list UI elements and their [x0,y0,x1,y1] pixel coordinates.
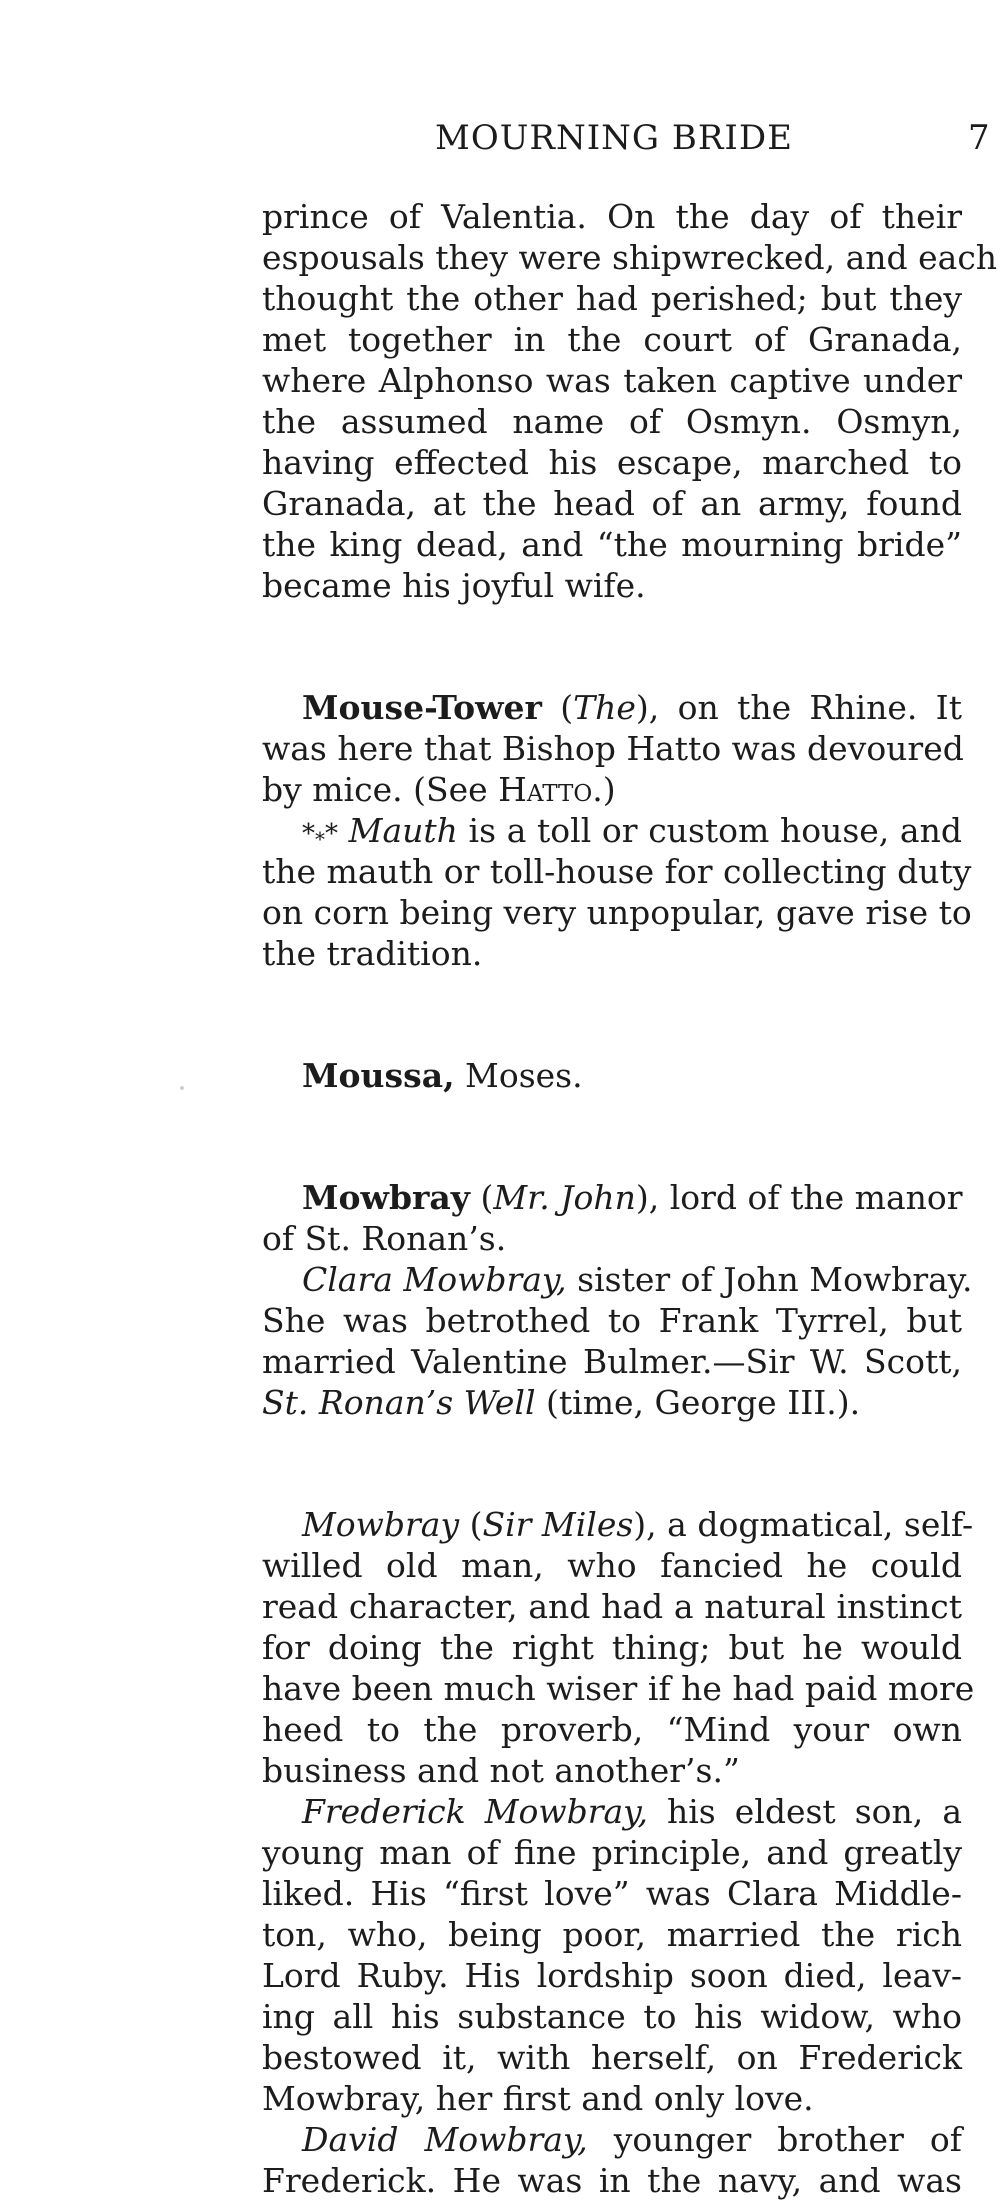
text-line: the tradition. [262,934,483,973]
text-line: Granada, at the head of an army, found [262,484,962,523]
qualifier: Mr. John [493,1178,636,1217]
text-line: of St. Ronan’s. [262,1219,507,1258]
text-line: prince of Valentia. On the day of their [262,197,962,236]
text-line: read character, and had a natural instinct [262,1587,962,1626]
text-line: Mowbray (Sir Miles), a dogmatical, self- [302,1505,974,1544]
text-line: $*_**$ Mauth is a toll or custom house, and [302,811,962,851]
text-line: married Valentine Bulmer.—Sir W. Scott, [262,1342,962,1381]
text-line: the mauth or toll-house for collecting duty [262,852,972,891]
text-line: thought the other had perished; but they [262,279,962,318]
entry-moussa [262,1055,962,1096]
text-line: on corn being very unpopular, gave rise to [262,893,972,932]
text-line: espousals they were shipwrecked, and each [262,238,998,277]
page-number: 7 [968,118,990,158]
text-line: met together in the court of Granada, [262,320,962,359]
text-line: St. Ronan’s Well (time, George III.). [262,1383,861,1422]
character-name: David Mowbray, [302,2120,588,2159]
margin-speck [180,1086,184,1090]
text-line: Mouse-Tower (The), on the Rhine. It [302,688,962,727]
text-line: Frederick Mowbray, his eldest son, a [302,1792,962,1831]
text-line: Mowbray (Mr. John), lord of the manor [302,1178,963,1217]
text-line: business and not another’s.” [262,1751,740,1790]
text-line: ing all his substance to his widow, who [262,1997,962,2036]
text-line: heed to the proverb, “Mind your own [262,1710,962,1749]
text-line: Clara Mowbray, sister of John Mowbray. [302,1260,973,1299]
entry-mourning-bride-continued [262,196,998,606]
character-name: Clara Mowbray, [302,1260,567,1299]
cross-reference: Hatto [498,770,593,809]
text-line: the assumed name of Osmyn. Osmyn, [262,402,962,441]
text-line: ton, who, being poor, married the rich [262,1915,962,1954]
text-line: was here that Bishop Hatto was devoured [262,729,964,768]
text-line: the king dead, and “the mourning bride” [262,525,962,564]
text-line: bestowed it, with herself, on Frederick [262,2038,962,2077]
qualifier: Sir Miles [482,1505,634,1544]
text-line: liked. His “first love” was Clara Middle- [262,1874,962,1913]
text-line: willed old man, who fancied he could [262,1546,962,1585]
work-title: St. Ronan’s Well [262,1383,536,1422]
text-line: have been much wiser if he had paid more [262,1669,975,1708]
page-header [0,118,1000,168]
text-line: by mice. (See Hatto.) [262,770,616,809]
headword: Moussa, [302,1056,455,1095]
text-column [262,196,998,2201]
text-line: Mowbray, her first and only love. [262,2079,814,2118]
text-line: where Alphonso was taken captive under [262,361,962,400]
entry-mowbray-miles [262,1504,975,2201]
text-line: having effected his escape, marched to [262,443,962,482]
entry-mowbray-john [262,1177,973,1423]
text-line: Lord Ruby. His lordship soon died, leav- [262,1956,962,1995]
headword: Mowbray [302,1178,470,1217]
headword: Mowbray [302,1505,460,1544]
text-line: David Mowbray, younger brother of [302,2120,962,2159]
entry-mouse-tower [262,687,972,974]
headword: Mouse-Tower [302,688,542,727]
qualifier: The [573,688,636,727]
character-name: Frederick Mowbray, [302,1792,648,1831]
asterism-icon: $*_**$ [302,819,338,851]
text-line: for doing the right thing; but he would [262,1628,962,1667]
text-line: young man of fine principle, and greatly [262,1833,962,1872]
text-line: Moussa, Moses. [302,1056,583,1095]
text-line: Frederick. He was in the navy, and was [262,2161,962,2200]
text-line: She was betrothed to Frank Tyrrel, but [262,1301,962,1340]
text-line: became his joyful wife. [262,566,646,605]
running-head: MOURNING BRIDE [435,118,793,158]
